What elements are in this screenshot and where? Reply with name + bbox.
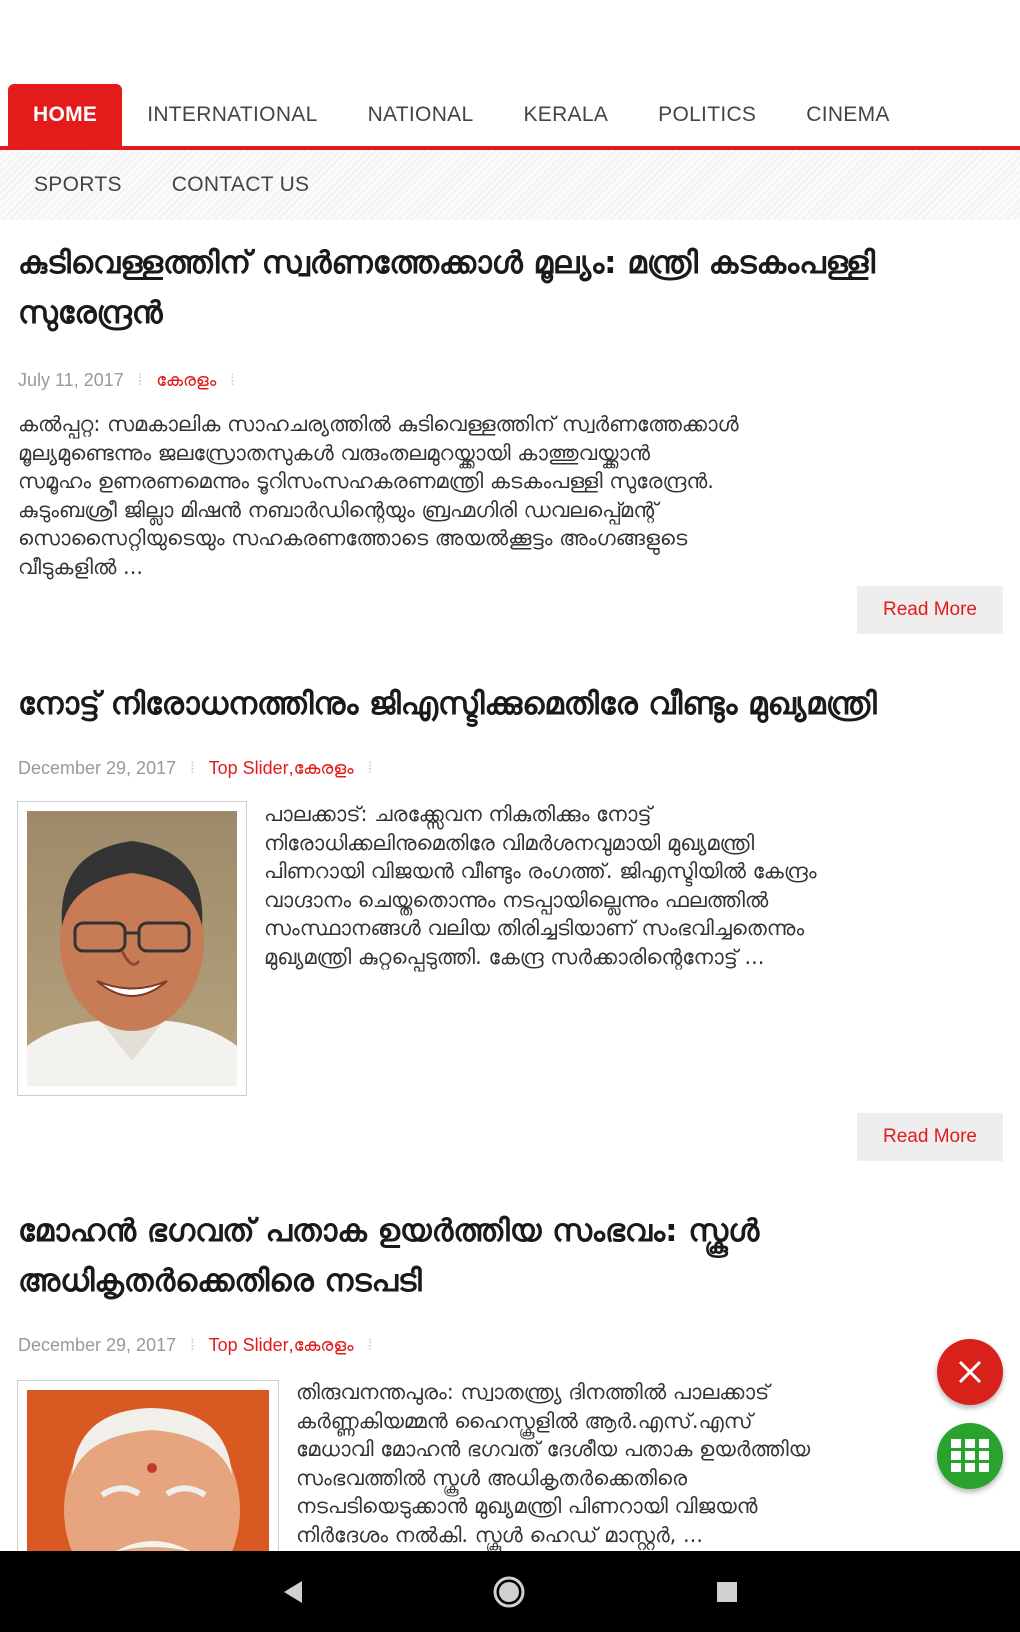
article-title-line: മോഹൻ ഭഗവത് പതാക ഉയർത്തിയ സംഭവം: സ്കൂൾ	[18, 1213, 760, 1249]
back-icon[interactable]	[282, 1580, 304, 1604]
article-meta	[18, 758, 386, 779]
excerpt-line: വീടുകളിൽ ...	[18, 554, 144, 579]
meta-separator: ⁞	[367, 1336, 373, 1354]
excerpt-line: മേധാവി മോഹൻ ഭഗവത് ദേശീയ പതാക ഉയർത്തിയ	[296, 1437, 811, 1462]
category-comma: ,	[288, 1335, 294, 1355]
main-nav	[0, 84, 1020, 150]
excerpt-line: വാഗ്ദാനം ചെയ്തതൊന്നും നടപ്പായില്ലെന്നും ഫലത്തിൽ	[264, 887, 769, 912]
excerpt-line: കുടുംബശ്രീ ജില്ലാ മിഷൻ നബാർഡിന്റെയും ബ്രഹ്മഗിരി ഡവലപ്പ്മെന്റ്	[18, 497, 658, 522]
article-thumbnail[interactable]	[17, 801, 247, 1096]
nav-item-home[interactable]: HOME	[8, 84, 122, 146]
article-meta	[18, 1335, 386, 1356]
system-navigation-bar	[0, 1551, 1020, 1632]
article-category-link[interactable]: കേരളം	[293, 1335, 354, 1355]
article-excerpt	[18, 410, 1008, 582]
article-title-line: നോട്ട് നിരോധനത്തിനും ജിഎസ്ടിക്കുമെതിരേ വീണ്ടും മുഖ്യമന്ത്രി	[18, 686, 877, 722]
excerpt-line: പാലക്കാട്: ചരക്ക്സേവന നികുതിക്കും നോട്ട്	[264, 802, 652, 826]
meta-separator: ⁞	[137, 371, 143, 389]
article-date: December 29, 2017	[18, 1335, 177, 1355]
nav-item-contact-us[interactable]: CONTACT US	[171, 173, 310, 196]
nav-item-kerala[interactable]: KERALA	[523, 103, 609, 126]
category-comma: ,	[288, 758, 294, 778]
article-date: July 11, 2017	[18, 370, 124, 390]
meta-separator: ⁞	[230, 371, 235, 389]
nav-item-politics[interactable]: POLITICS	[658, 103, 757, 126]
portrait-image	[27, 1390, 269, 1570]
article-meta	[18, 370, 249, 391]
excerpt-line: നിരോധിക്കലിനുമെതിരേ വിമർശനവുമായി മുഖ്യമന്ത്രി	[264, 830, 755, 855]
portrait-photo	[27, 811, 237, 1086]
meta-separator: ⁞	[190, 1336, 195, 1354]
meta-separator: ⁞	[190, 759, 195, 777]
nav-item-sports[interactable]: SPORTS	[34, 173, 122, 196]
article-category-link[interactable]: Top Slider	[208, 1335, 289, 1355]
article-title-line: കുടിവെള്ളത്തിന് സ്വർണത്തേക്കാൾ മൂല്യം: മന്ത്രി കടകംപള്ളി	[18, 245, 876, 281]
article-excerpt	[296, 1378, 956, 1550]
portrait-photo	[27, 1390, 269, 1570]
nav-row-primary	[8, 84, 915, 146]
read-more-button[interactable]: Read More	[857, 1113, 1003, 1161]
close-fab-button[interactable]	[937, 1339, 1003, 1405]
excerpt-line: പിണറായി വിജയൻ വീണ്ടും രംഗത്ത്. ജിഎസ്ടിയിൽ കേന്ദ്രം	[264, 859, 817, 884]
menu-grid-fab-button[interactable]	[937, 1423, 1003, 1489]
excerpt-line: കൽപ്പറ്റ: സമകാലിക സാഹചര്യത്തിൽ കുടിവെള്ളത്തിന് സ്വർണത്തേക്കാൾ	[18, 412, 739, 436]
home-icon[interactable]	[493, 1576, 525, 1608]
article-title[interactable]	[18, 1206, 759, 1306]
article-thumbnail[interactable]	[17, 1380, 279, 1580]
excerpt-line: സംസ്ഥാനങ്ങൾ വലിയ തിരിച്ചടിയാണ് സംഭവിച്ചതെന്നും	[264, 916, 805, 941]
excerpt-line: നടപടിയെടുക്കാൻ മുഖ്യമന്ത്രി പിണറായി വിജയൻ	[296, 1494, 758, 1519]
read-more-button[interactable]: Read More	[857, 586, 1003, 634]
article-category-link[interactable]: കേരളം	[293, 758, 354, 778]
article-category-link[interactable]: കേരളം	[156, 370, 217, 390]
excerpt-line: സമൂഹം ഉണരണമെന്നും ടൂറിസംസഹകരണമന്ത്രി കടകംപള്ളി സുരേന്ദ്രൻ.	[18, 469, 714, 494]
excerpt-line: മുഖ്യമന്ത്രി കുറ്റപ്പെടുത്തി. കേന്ദ്ര സർക്കാരിന്റെനോട്ട് ...	[264, 944, 765, 969]
nav-item-international[interactable]: INTERNATIONAL	[147, 103, 318, 126]
excerpt-line: സംഭവത്തിൽ സ്കൂൾ അധികൃതർക്കെതിരെ	[296, 1465, 688, 1490]
excerpt-line: സൊസൈറ്റിയുടെയും സഹകരണത്തോടെ അയൽക്കൂട്ടം അംഗങ്ങളുടെ	[18, 526, 688, 551]
nav-item-national[interactable]: NATIONAL	[367, 103, 474, 126]
meta-separator: ⁞	[367, 759, 373, 777]
excerpt-line: മൂല്യമുണ്ടെന്നും ജലസ്രോതസുകൾ വരുംതലമുറയ്ക്കായി കാത്തുവയ്ക്കാൻ	[18, 440, 650, 465]
close-icon	[955, 1357, 985, 1387]
excerpt-line: നിർദേശം നൽകി. സ്കൂൾ ഹെഡ് മാസ്റ്റർ, ...	[296, 1522, 704, 1547]
article-title-line: സുരേന്ദ്രൻ	[18, 295, 163, 331]
article-title[interactable]	[18, 679, 877, 729]
article-date: December 29, 2017	[18, 758, 177, 778]
article-category-link[interactable]: Top Slider	[208, 758, 289, 778]
excerpt-line: കർണ്ണകിയമ്മൻ ഹൈസ്കൂളിൽ ആർ.എസ്.എസ്	[296, 1408, 753, 1433]
article-title[interactable]	[18, 238, 875, 338]
article-excerpt	[264, 800, 1014, 972]
recents-icon[interactable]	[716, 1581, 738, 1603]
excerpt-line: തിരുവനന്തപുരം: സ്വാതന്ത്ര്യ ദിനത്തിൽ പാലക്കാട്	[296, 1380, 770, 1404]
nav-item-cinema[interactable]: CINEMA	[806, 103, 890, 126]
grid-icon	[951, 1439, 989, 1473]
nav-row-secondary	[0, 150, 1020, 220]
portrait-image	[27, 811, 237, 1086]
article-title-line: അധികൃതർക്കെതിരെ നടപടി	[18, 1263, 422, 1299]
